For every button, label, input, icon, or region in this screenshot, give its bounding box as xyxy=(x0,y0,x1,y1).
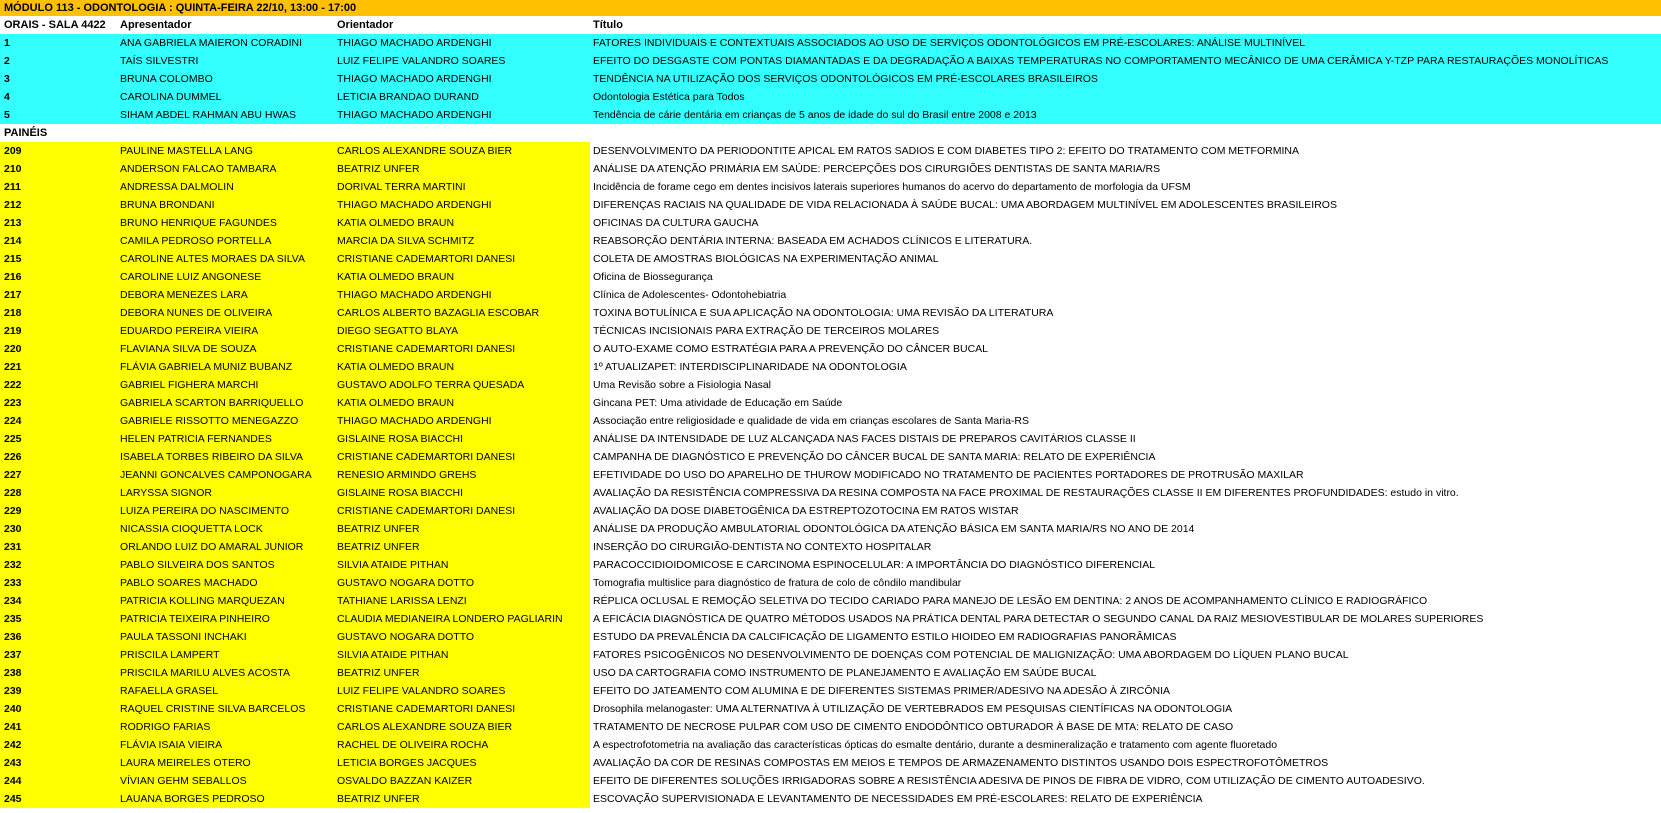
title-cell: OFICINAS DA CULTURA GAUCHA xyxy=(593,217,759,229)
advisor-cell: BEATRIZ UNFER xyxy=(334,538,590,556)
row-number: 214 xyxy=(0,232,117,250)
table-row xyxy=(0,250,1661,268)
presenter-cell: FLÁVIA GABRIELA MUNIZ BUBANZ xyxy=(117,358,334,376)
row-number: 1 xyxy=(0,34,117,52)
title-cell: Oficina de Biossegurança xyxy=(593,271,713,283)
presenter-cell: BRUNA COLOMBO xyxy=(117,70,334,88)
table-row xyxy=(0,142,1661,160)
presenter-cell: PABLO SOARES MACHADO xyxy=(117,574,334,592)
row-number: 222 xyxy=(0,376,117,394)
advisor-cell: THIAGO MACHADO ARDENGHI xyxy=(334,412,590,430)
title-cell: Associação entre religiosidade e qualidade de vida em crianças escolares de Santa Maria-RS xyxy=(593,415,1029,427)
table-row xyxy=(0,754,1661,772)
presenter-cell: PRISCILA MARILU ALVES ACOSTA xyxy=(117,664,334,682)
presenter-cell: RAQUEL CRISTINE SILVA BARCELOS xyxy=(117,700,334,718)
presenter-cell: RODRIGO FARIAS xyxy=(117,718,334,736)
presenter-cell: CAMILA PEDROSO PORTELLA xyxy=(117,232,334,250)
advisor-cell: RACHEL DE OLIVEIRA ROCHA xyxy=(334,736,590,754)
advisor-cell: GUSTAVO NOGARA DOTTO xyxy=(334,574,590,592)
advisor-cell: LETICIA BRANDAO DURAND xyxy=(334,88,590,106)
table-row xyxy=(0,574,1661,592)
presenter-cell: PABLO SILVEIRA DOS SANTOS xyxy=(117,556,334,574)
presenter-cell: FLAVIANA SILVA DE SOUZA xyxy=(117,340,334,358)
title-cell: ESTUDO DA PREVALÊNCIA DA CALCIFICAÇÃO DE LIGAMENTO ESTILO HIOIDEO EM RADIOGRAFIAS PANORÂMICAS xyxy=(593,631,1177,643)
table-row xyxy=(0,34,1661,52)
table-row xyxy=(0,268,1661,286)
table-row xyxy=(0,772,1661,790)
presenter-cell: LAUANA BORGES PEDROSO xyxy=(117,790,334,808)
presenter-cell: LARYSSA SIGNOR xyxy=(117,484,334,502)
table-row xyxy=(0,466,1661,484)
row-number: 223 xyxy=(0,394,117,412)
row-number: 220 xyxy=(0,340,117,358)
advisor-cell: THIAGO MACHADO ARDENGHI xyxy=(334,34,590,52)
row-number: 233 xyxy=(0,574,117,592)
advisor-cell: DIEGO SEGATTO BLAYA xyxy=(334,322,590,340)
title-cell: Odontologia Estética para Todos xyxy=(590,88,1661,106)
presenter-cell: HELEN PATRICIA FERNANDES xyxy=(117,430,334,448)
table-row xyxy=(0,700,1661,718)
presenter-cell: JEANNI GONCALVES CAMPONOGARA xyxy=(117,466,334,484)
table-row xyxy=(0,340,1661,358)
presenter-cell: CAROLINE LUIZ ANGONESE xyxy=(117,268,334,286)
row-number: 245 xyxy=(0,790,117,808)
row-number: 209 xyxy=(0,142,117,160)
row-number: 226 xyxy=(0,448,117,466)
row-number: 2 xyxy=(0,52,117,70)
presenter-cell: SIHAM ABDEL RAHMAN ABU HWAS xyxy=(117,106,334,124)
paineis-label: PAINÉIS xyxy=(4,127,48,139)
header-titulo: Título xyxy=(593,19,623,31)
row-number: 218 xyxy=(0,304,117,322)
row-number: 227 xyxy=(0,466,117,484)
advisor-cell: MARCIA DA SILVA SCHMITZ xyxy=(334,232,590,250)
row-number: 230 xyxy=(0,520,117,538)
row-number: 236 xyxy=(0,628,117,646)
row-number: 234 xyxy=(0,592,117,610)
row-number: 221 xyxy=(0,358,117,376)
advisor-cell: LUIZ FELIPE VALANDRO SOARES xyxy=(334,682,590,700)
title-cell: RÉPLICA OCLUSAL E REMOÇÃO SELETIVA DO TECIDO CARIADO PARA MANEJO DE LESÃO EM DENTINA: 2 ANOS DE ACOMPANHAMENTO CLÍNICO E RADIOGRÁFICO xyxy=(593,595,1428,607)
title-cell: Uma Revisão sobre a Fisiologia Nasal xyxy=(593,379,771,391)
title-cell: Tomografia multislice para diagnóstico de fratura de colo de côndilo mandibular xyxy=(593,577,962,589)
title-cell: FATORES PSICOGÊNICOS NO DESENVOLVIMENTO DE DOENÇAS COM POTENCIAL DE MALIGNIZAÇÃO: UMA ABORDAGEM DO LÍQUEN PLANO BUCAL xyxy=(593,649,1349,661)
table-row xyxy=(0,646,1661,664)
presenter-cell: DEBORA MENEZES LARA xyxy=(117,286,334,304)
section-paineis xyxy=(0,124,1661,142)
table-row xyxy=(0,736,1661,754)
presenter-cell: PRISCILA LAMPERT xyxy=(117,646,334,664)
advisor-cell: KATIA OLMEDO BRAUN xyxy=(334,394,590,412)
presenter-cell: BRUNA BRONDANI xyxy=(117,196,334,214)
presenter-cell: FLÁVIA ISAIA VIEIRA xyxy=(117,736,334,754)
title-cell: TRATAMENTO DE NECROSE PULPAR COM USO DE CIMENTO ENDODÔNTICO OBTURADOR À BASE DE MTA: RELATO DE CASO xyxy=(593,721,1234,733)
table-row xyxy=(0,178,1661,196)
advisor-cell: KATIA OLMEDO BRAUN xyxy=(334,214,590,232)
table-row xyxy=(0,556,1661,574)
table-row xyxy=(0,790,1661,808)
row-number: 213 xyxy=(0,214,117,232)
title-cell: USO DA CARTOGRAFIA COMO INSTRUMENTO DE PLANEJAMENTO E AVALIAÇÃO EM SAÚDE BUCAL xyxy=(593,667,1097,679)
row-number: 241 xyxy=(0,718,117,736)
presenter-cell: RAFAELLA GRASEL xyxy=(117,682,334,700)
row-number: 244 xyxy=(0,772,117,790)
title-cell: TÉCNICAS INCISIONAIS PARA EXTRAÇÃO DE TERCEIROS MOLARES xyxy=(593,325,940,337)
row-number: 210 xyxy=(0,160,117,178)
table-row xyxy=(0,358,1661,376)
row-number: 232 xyxy=(0,556,117,574)
advisor-cell: OSVALDO BAZZAN KAIZER xyxy=(334,772,590,790)
presenter-cell: PAULINE MASTELLA LANG xyxy=(117,142,334,160)
title-cell: ANÁLISE DA ATENÇÃO PRIMÁRIA EM SAÚDE: PERCEPÇÕES DOS CIRURGIÕES DENTISTAS DE SANTA MARIA/RS xyxy=(593,163,1161,175)
table-row xyxy=(0,160,1661,178)
advisor-cell: BEATRIZ UNFER xyxy=(334,160,590,178)
presenter-cell: GABRIELA SCARTON BARRIQUELLO xyxy=(117,394,334,412)
table-row xyxy=(0,322,1661,340)
paineis-list xyxy=(0,142,1661,808)
row-number: 231 xyxy=(0,538,117,556)
presenter-cell: GABRIEL FIGHERA MARCHI xyxy=(117,376,334,394)
presenter-cell: VÍVIAN GEHM SEBALLOS xyxy=(117,772,334,790)
presenter-cell: TAÍS SILVESTRI xyxy=(117,52,334,70)
table-row xyxy=(0,286,1661,304)
title-cell: FATORES INDIVIDUAIS E CONTEXTUAIS ASSOCIADOS AO USO DE SERVIÇOS ODONTOLÓGICOS EM PRÉ-ESCOLARES: ANÁLISE MULTINÍVEL xyxy=(590,34,1661,52)
row-number: 238 xyxy=(0,664,117,682)
presenter-cell: ANDERSON FALCAO TAMBARA xyxy=(117,160,334,178)
advisor-cell: BEATRIZ UNFER xyxy=(334,790,590,808)
table-row xyxy=(0,304,1661,322)
table-row xyxy=(0,214,1661,232)
advisor-cell: CARLOS ALEXANDRE SOUZA BIER xyxy=(334,718,590,736)
presenter-cell: CAROLINA DUMMEL xyxy=(117,88,334,106)
table-row xyxy=(0,88,1661,106)
title-cell: EFEITO DO JATEAMENTO COM ALUMINA E DE DIFERENTES SISTEMAS PRIMER/ADESIVO NA ADESÃO À ZIRCÔNIA xyxy=(593,685,1171,697)
title-cell: ANÁLISE DA INTENSIDADE DE LUZ ALCANÇADA NAS FACES DISTAIS DE PREPAROS CAVITÁRIOS CLASSE II xyxy=(593,433,1136,445)
table-row xyxy=(0,394,1661,412)
table-row xyxy=(0,664,1661,682)
table-row xyxy=(0,520,1661,538)
row-number: 229 xyxy=(0,502,117,520)
presenter-cell: ISABELA TORBES RIBEIRO DA SILVA xyxy=(117,448,334,466)
table-row xyxy=(0,232,1661,250)
title-cell: Gincana PET: Uma atividade de Educação em Saúde xyxy=(593,397,843,409)
presenter-cell: LAURA MEIRELES OTERO xyxy=(117,754,334,772)
advisor-cell: CARLOS ALEXANDRE SOUZA BIER xyxy=(334,142,590,160)
advisor-cell: THIAGO MACHADO ARDENGHI xyxy=(334,286,590,304)
table-row xyxy=(0,106,1661,124)
advisor-cell: THIAGO MACHADO ARDENGHI xyxy=(334,196,590,214)
title-cell: PARACOCCIDIOIDOMICOSE E CARCINOMA ESPINOCELULAR: A IMPORTÂNCIA DO DIAGNÓSTICO DIFERENCIAL xyxy=(593,559,1156,571)
advisor-cell: KATIA OLMEDO BRAUN xyxy=(334,268,590,286)
title-cell: DESENVOLVIMENTO DA PERIODONTITE APICAL EM RATOS SADIOS E COM DIABETES TIPO 2: EFEITO DO TRATAMENTO COM METFORMINA xyxy=(593,145,1299,157)
table-row xyxy=(0,502,1661,520)
header-apresentador: Apresentador xyxy=(120,19,192,31)
title-cell: REABSORÇÃO DENTÁRIA INTERNA: BASEADA EM ACHADOS CLÍNICOS E LITERATURA. xyxy=(593,235,1033,247)
presenter-cell: LUIZA PEREIRA DO NASCIMENTO xyxy=(117,502,334,520)
advisor-cell: KATIA OLMEDO BRAUN xyxy=(334,358,590,376)
row-number: 4 xyxy=(0,88,117,106)
table-row xyxy=(0,52,1661,70)
title-cell: ESCOVAÇÃO SUPERVISIONADA E LEVANTAMENTO DE NECESSIDADES EM PRÉ-ESCOLARES: RELATO DE EXPERIÊNCIA xyxy=(593,793,1203,805)
title-cell: Drosophila melanogaster: UMA ALTERNATIVA À UTILIZAÇÃO DE VERTEBRADOS EM PESQUISAS CIENTÍFICAS NA ODONTOLOGIA xyxy=(593,703,1233,715)
advisor-cell: CARLOS ALBERTO BAZAGLIA ESCOBAR xyxy=(334,304,590,322)
title-cell: INSERÇÃO DO CIRURGIÃO-DENTISTA NO CONTEXTO HOSPITALAR xyxy=(593,541,932,553)
title-cell: Incidência de forame cego em dentes incisivos laterais superiores humanos do acervo do departamento de morfologia da UFSM xyxy=(593,181,1191,193)
table-row xyxy=(0,376,1661,394)
title-cell: TENDÊNCIA NA UTILIZAÇÃO DOS SERVIÇOS ODONTOLÓGICOS EM PRÉ-ESCOLARES BRASILEIROS xyxy=(590,70,1661,88)
advisor-cell: DORIVAL TERRA MARTINI xyxy=(334,178,590,196)
title-cell: Tendência de cárie dentária em crianças de 5 anos de idade do sul do Brasil entre 2008 e 2013 xyxy=(590,106,1661,124)
title-cell: A EFICÁCIA DIAGNÓSTICA DE QUATRO MÉTODOS USADOS NA PRÁTICA DENTAL PARA DETECTAR O SEGUNDO CANAL DA RAIZ MESIOVESTIBULAR DE MOLARES SUPERIORES xyxy=(593,613,1484,625)
table-row xyxy=(0,196,1661,214)
title-cell: AVALIAÇÃO DA COR DE RESINAS COMPOSTAS EM MEIOS E TEMPOS DE ARMAZENAMENTO DISTINTOS USANDO DOIS ESPECTROFOTÔMETROS xyxy=(593,757,1329,769)
advisor-cell: THIAGO MACHADO ARDENGHI xyxy=(334,106,590,124)
title-cell: AVALIAÇÃO DA RESISTÊNCIA COMPRESSIVA DA RESINA COMPOSTA NA FACE PROXIMAL DE RESTAURAÇÕES CLASSE II EM DIFERENTES PROFUNDIDADES: estudo in vitro. xyxy=(593,487,1459,499)
table-row xyxy=(0,70,1661,88)
advisor-cell: LUIZ FELIPE VALANDRO SOARES xyxy=(334,52,590,70)
advisor-cell: THIAGO MACHADO ARDENGHI xyxy=(334,70,590,88)
row-number: 5 xyxy=(0,106,117,124)
row-number: 242 xyxy=(0,736,117,754)
advisor-cell: GISLAINE ROSA BIACCHI xyxy=(334,484,590,502)
title-cell: CAMPANHA DE DIAGNÓSTICO E PREVENÇÃO DO CÂNCER BUCAL DE SANTA MARIA: RELATO DE EXPERIÊNCIA xyxy=(593,451,1156,463)
advisor-cell: CLAUDIA MEDIANEIRA LONDERO PAGLIARIN xyxy=(334,610,590,628)
presenter-cell: EDUARDO PEREIRA VIEIRA xyxy=(117,322,334,340)
row-number: 215 xyxy=(0,250,117,268)
presenter-cell: ANDRESSA DALMOLIN xyxy=(117,178,334,196)
row-number: 3 xyxy=(0,70,117,88)
row-number: 239 xyxy=(0,682,117,700)
table-row xyxy=(0,538,1661,556)
module-title: MÓDULO 113 - ODONTOLOGIA : QUINTA-FEIRA 22/10, 13:00 - 17:00 xyxy=(0,0,1661,16)
presenter-cell: PAULA TASSONI INCHAKI xyxy=(117,628,334,646)
row-number: 219 xyxy=(0,322,117,340)
title-cell: DIFERENÇAS RACIAIS NA QUALIDADE DE VIDA RELACIONADA À SAÚDE BUCAL: UMA ABORDAGEM MULTINÍVEL EM ADOLESCENTES BRASILEIROS xyxy=(593,199,1337,211)
presenter-cell: ANA GABRIELA MAIERON CORADINI xyxy=(117,34,334,52)
presenter-cell: CAROLINE ALTES MORAES DA SILVA xyxy=(117,250,334,268)
advisor-cell: CRISTIANE CADEMARTORI DANESI xyxy=(334,340,590,358)
presenter-cell: PATRICIA TEIXEIRA PINHEIRO xyxy=(117,610,334,628)
title-cell: EFEITO DE DIFERENTES SOLUÇÕES IRRIGADORAS SOBRE A RESISTÊNCIA ADESIVA DE PINOS DE FIBRA DE VIDRO, COM UTILIZAÇÃO DE CIMENTO AUTOADESIVO. xyxy=(593,775,1425,787)
presenter-cell: PATRICIA KOLLING MARQUEZAN xyxy=(117,592,334,610)
title-cell: Clínica de Adolescentes- Odontohebiatria xyxy=(593,289,787,301)
advisor-cell: SILVIA ATAIDE PITHAN xyxy=(334,556,590,574)
advisor-cell: TATHIANE LARISSA LENZI xyxy=(334,592,590,610)
presenter-cell: ORLANDO LUIZ DO AMARAL JUNIOR xyxy=(117,538,334,556)
row-number: 235 xyxy=(0,610,117,628)
title-cell: EFEITO DO DESGASTE COM PONTAS DIAMANTADAS E DA DEGRADAÇÃO A BAIXAS TEMPERATURAS NO COMPORTAMENTO MECÂNICO DE UMA CERÂMICA Y-TZP PARA RESTAURAÇÕES MONOLÍTICAS xyxy=(590,52,1661,70)
advisor-cell: RENESIO ARMINDO GREHS xyxy=(334,466,590,484)
table-row xyxy=(0,628,1661,646)
table-row xyxy=(0,718,1661,736)
title-cell: A espectrofotometria na avaliação das características ópticas do esmalte dentário, durante a desmineralização e tratamento com agente fluoretado xyxy=(593,739,1278,751)
row-number: 243 xyxy=(0,754,117,772)
advisor-cell: SILVIA ATAIDE PITHAN xyxy=(334,646,590,664)
presenter-cell: GABRIELE RISSOTTO MENEGAZZO xyxy=(117,412,334,430)
title-cell: TOXINA BOTULÍNICA E SUA APLICAÇÃO NA ODONTOLOGIA: UMA REVISÃO DA LITERATURA xyxy=(593,307,1054,319)
advisor-cell: GISLAINE ROSA BIACCHI xyxy=(334,430,590,448)
table-row xyxy=(0,412,1661,430)
title-cell: O AUTO-EXAME COMO ESTRATÉGIA PARA A PREVENÇÃO DO CÂNCER BUCAL xyxy=(593,343,989,355)
header-orientador: Orientador xyxy=(337,19,394,31)
header-row xyxy=(0,16,1661,34)
row-number: 240 xyxy=(0,700,117,718)
header-orais: ORAIS - SALA 4422 xyxy=(4,19,106,31)
advisor-cell: CRISTIANE CADEMARTORI DANESI xyxy=(334,250,590,268)
advisor-cell: BEATRIZ UNFER xyxy=(334,664,590,682)
table-row xyxy=(0,610,1661,628)
title-cell: EFETIVIDADE DO USO DO APARELHO DE THUROW MODIFICADO NO TRATAMENTO DE PACIENTES PORTADORES DE PROTRUSÃO MAXILAR xyxy=(593,469,1304,481)
table-row xyxy=(0,592,1661,610)
title-cell: COLETA DE AMOSTRAS BIOLÓGICAS NA EXPERIMENTAÇÃO ANIMAL xyxy=(593,253,939,265)
advisor-cell: GUSTAVO NOGARA DOTTO xyxy=(334,628,590,646)
advisor-cell: CRISTIANE CADEMARTORI DANESI xyxy=(334,448,590,466)
table-row xyxy=(0,448,1661,466)
table-row xyxy=(0,484,1661,502)
orais-list xyxy=(0,34,1661,124)
presenter-cell: NICASSIA CIOQUETTA LOCK xyxy=(117,520,334,538)
row-number: 212 xyxy=(0,196,117,214)
title-cell: 1º ATUALIZAPET: INTERDISCIPLINARIDADE NA ODONTOLOGIA xyxy=(593,361,907,373)
row-number: 216 xyxy=(0,268,117,286)
table-row xyxy=(0,682,1661,700)
advisor-cell: CRISTIANE CADEMARTORI DANESI xyxy=(334,700,590,718)
row-number: 225 xyxy=(0,430,117,448)
row-number: 211 xyxy=(0,178,117,196)
row-number: 224 xyxy=(0,412,117,430)
presenter-cell: DEBORA NUNES DE OLIVEIRA xyxy=(117,304,334,322)
title-cell: ANÁLISE DA PRODUÇÃO AMBULATORIAL ODONTOLÓGICA DA ATENÇÃO BÁSICA EM SANTA MARIA/RS NO ANO DE 2014 xyxy=(593,523,1195,535)
advisor-cell: GUSTAVO ADOLFO TERRA QUESADA xyxy=(334,376,590,394)
row-number: 237 xyxy=(0,646,117,664)
row-number: 228 xyxy=(0,484,117,502)
row-number: 217 xyxy=(0,286,117,304)
advisor-cell: BEATRIZ UNFER xyxy=(334,520,590,538)
advisor-cell: CRISTIANE CADEMARTORI DANESI xyxy=(334,502,590,520)
title-cell: AVALIAÇÃO DA DOSE DIABETOGÊNICA DA ESTREPTOZOTOCINA EM RATOS WISTAR xyxy=(593,505,1019,517)
advisor-cell: LETICIA BORGES JACQUES xyxy=(334,754,590,772)
table-row xyxy=(0,430,1661,448)
presenter-cell: BRUNO HENRIQUE FAGUNDES xyxy=(117,214,334,232)
